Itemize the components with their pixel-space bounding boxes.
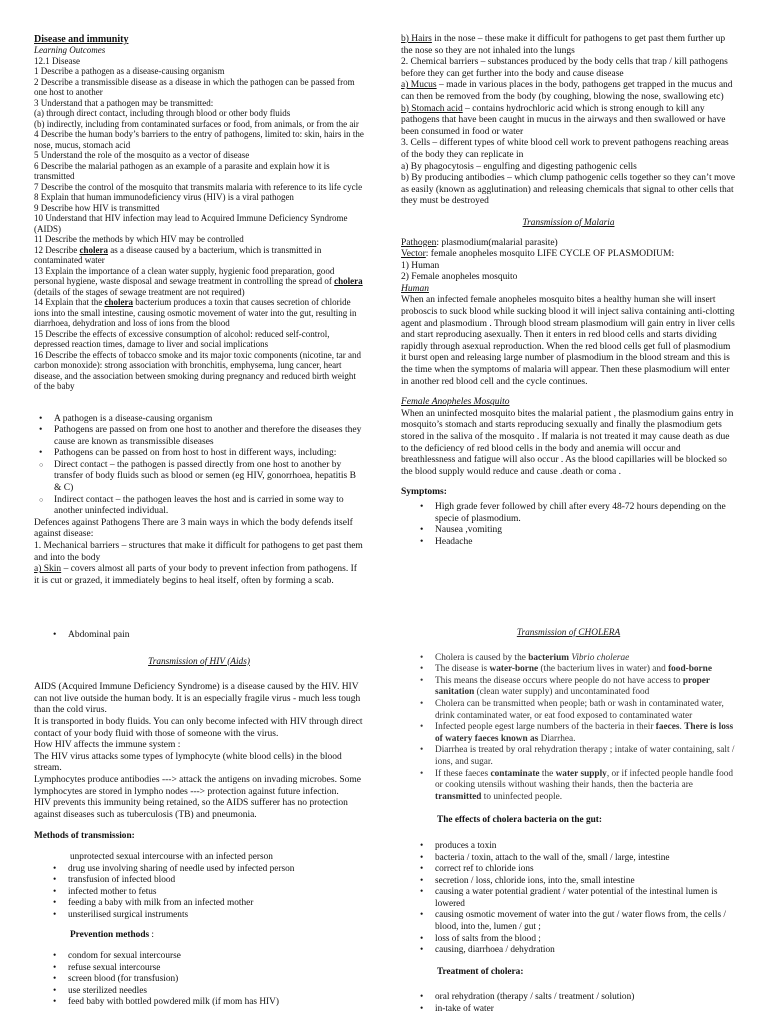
cholera-column [401, 628, 736, 1016]
outcome-16: 16 Describe the effects of tobacco smoke and its major toxic components (nicotine, tar and carbon monoxide): strong association with bronchitis, emphysema, lung cancer, heart disease, and the association between smoking during pregnancy and reduced birth weight of the baby [34, 349, 361, 391]
diarrhea-treatment: • Diarrhea is treated by oral rehydration therapy ; intake of water containing, salt / ions, and sugar. [415, 745, 736, 768]
methods-of-transmission-heading: Methods of transmission: [34, 831, 135, 842]
treatment-item: • oral rehydration (therapy / salts / treatment / solution) [415, 992, 736, 1004]
learning-outcome: 1 Describe a pathogen as a disease-causing organism [34, 66, 225, 76]
proper-sanitation-term: proper sanitation [435, 675, 710, 698]
cholera-effect: • loss of salts from the blood ; [415, 934, 736, 946]
outcomes-list [34, 56, 364, 245]
prevention-method: • condom for sexual intercourse [48, 951, 364, 963]
cholera-term: cholera [79, 244, 108, 255]
phagocytosis-item: a) By phagocytosis – engulfing and digesting pathogenic cells [401, 161, 637, 172]
cholera-term: cholera [334, 276, 363, 286]
host-human: 1) Human [401, 260, 440, 271]
learning-outcomes-column [34, 34, 364, 587]
hiv-transport: It is transported in body fluids. You can only become infected with HIV through direct contact of your body fluid with those of someone with the virus. [34, 716, 363, 739]
mechanical-barriers: 1. Mechanical barriers – structures that make it difficult for pathogens to get past them and into the body [34, 541, 363, 563]
pathogen-label: Pathogen [401, 237, 437, 248]
transmission-method: • infected mother to fetus [48, 887, 364, 899]
cholera-effect: • correct ref to chloride ions [415, 864, 736, 876]
hairs-barrier [401, 34, 736, 57]
treatment-heading [401, 967, 736, 979]
learning-outcome: 3 Understand that a pathogen may be transmitted: [34, 97, 214, 108]
mucus-barrier [401, 80, 736, 103]
hairs-label: b) Hairs [401, 34, 432, 44]
transmission-method: • feeding a baby with milk from an infected mother [48, 898, 364, 910]
skin-text: – covers almost all parts of your body to prevent infection from pathogens. If it is cut or grazed, it immediately begins to heal itself, often by forming a scab. [34, 564, 357, 586]
prevention-heading [34, 930, 364, 942]
learning-outcome: 9 Describe how HIV is transmitted [34, 202, 160, 213]
chemical-barriers: 2. Chemical barriers – substances produced by the body cells that trap / kill pathogens before they can get further into the body and cause disease [401, 57, 728, 79]
text: . [679, 722, 685, 733]
transmission-method: • unsterilised surgical instruments [48, 910, 364, 922]
cholera-sanitation [415, 676, 736, 699]
prevention-method: • use sterilized needles [48, 986, 364, 998]
learning-outcome: 2 Describe a transmissible disease as a disease in which the pathogen can be passed from one host to another [34, 76, 355, 97]
stomach-acid-barrier [401, 104, 736, 139]
prevention-colon: : [149, 930, 155, 941]
symptoms-heading: Symptoms: [401, 487, 447, 498]
text: If these faeces [435, 768, 491, 779]
malaria-pathogen [401, 238, 736, 250]
outcome-12-text: 12 Describe [34, 244, 80, 255]
outcome-15: 15 Describe the effects of excessive consumption of alcohol: reduced self-control, depressed reaction times, damage to liver and social implications [34, 328, 330, 349]
outcome-14-text-end: bacterium produces a toxin that causes secretion of chloride ions into the small intestine, causing osmotic movement of water into the gut, resulting in diarrhoea, dehydration and loss of ions from the blood [34, 297, 357, 328]
bacterium-term: bacterium [528, 652, 569, 663]
stomach-acid-label: b) Stomach acid [401, 103, 463, 114]
learning-outcome: 7 Describe the control of the mosquito that transmits malaria with reference to its life cycle [34, 181, 363, 192]
transmission-method: • drug use involving sharing of needle used by infected person [48, 864, 364, 876]
symptom-item: • Headache [415, 537, 736, 549]
skin-barrier [34, 564, 364, 587]
cholera-contamination [415, 769, 736, 804]
vector-label: Vector [401, 249, 426, 260]
mucus-text: – made in various places in the body, pathogens get trapped in the mucus and can then be removed from the body (by coughing, blowing the nose, swallowing etc) [401, 80, 733, 102]
learning-outcome: 6 Describe the malarial pathogen as an example of a parasite and explain how it is transmitted [34, 160, 330, 181]
mosquito-stage-heading: Female Anopheles Mosquito [401, 397, 510, 408]
outcome-13-text-end: (details of the stages of sewage treatment are not required) [34, 286, 245, 297]
cholera-faeces [415, 722, 736, 745]
text: Cholera is caused by the [435, 652, 529, 663]
cholera-term: cholera [104, 297, 133, 307]
transmissible-disease-bullet: • Pathogens are passed on from one host to another and therefore the diseases they cause are known as transmissible diseases [34, 425, 364, 448]
treatment-label: Treatment of cholera [437, 966, 521, 977]
malaria-vector [401, 249, 736, 261]
learning-outcome: 4 Describe the human body’s barriers to the entry of pathogens, limited to: skin, hairs in the nose, mucus, stomach acid [34, 129, 364, 150]
transmission-method: • transfusion of infected blood [48, 875, 364, 887]
vibrio-cholerae-term: Vibrio cholerae [569, 652, 630, 663]
text: the [539, 768, 556, 779]
cholera-effect: • produces a toxin [415, 841, 736, 853]
symptom-item: • Nausea ,vomiting [415, 525, 736, 537]
effects-list [401, 841, 736, 957]
hiv-immune-heading: How HIV affects the immune system : [34, 740, 181, 751]
direct-contact-bullet: ○ Direct contact – the pathogen is passed directly from one host to another by transfer of body fluids such as blood or semen (eg HIV, gonorrhoea, hepatitis B & C) [34, 460, 364, 495]
host-mosquito: 2) Female anopheles mosquito [401, 272, 518, 283]
learning-outcome: 11 Describe the methods by which HIV may be controlled [34, 234, 244, 244]
effects-heading: The effects of cholera bacteria on the gut: [437, 815, 602, 826]
learning-outcome: (a) through direct contact, including through blood or other body fluids [34, 108, 291, 118]
vector-text: : female anopheles mosquito LIFE CYCLE OF PLASMODIUM: [425, 249, 675, 260]
cholera-effect: • causing, diarrhoea / dehydration [415, 945, 736, 957]
text: , or if infected people handle food or cooking utensils without washing their hands, then the bacteria are [435, 768, 734, 791]
cholera-effect: • bacteria / toxin, attach to the wall of the, small / large, intestine [415, 853, 736, 865]
prevention-label: Prevention methods [70, 930, 150, 941]
water-borne-term: water-borne [489, 664, 539, 675]
outcome-14-text: 14 Explain that the [34, 297, 105, 307]
defences-malaria-column [401, 34, 736, 548]
defences-intro: Defences against Pathogens There are 3 main ways in which the body defends itself against disease: [34, 517, 353, 540]
outcome-12-text-end: as a disease caused by a bacterium, which is transmitted in contaminated water [34, 244, 322, 265]
hiv-section-title: Transmission of HIV (Aids) [148, 656, 250, 667]
learning-outcome: 8 Explain that human immunodeficiency virus (HIV) is a viral pathogen [34, 192, 294, 202]
cholera-transmission: • Cholera can be transmitted when people; bath or wash in contaminated water, drink contaminated water, or eat food exposed to contaminated water [415, 699, 736, 722]
learning-outcome: 5 Understand the role of the mosquito as a vector of disease [34, 150, 250, 160]
method-unprotected-sex: unprotected sexual intercourse with an infected person [70, 851, 273, 862]
prevention-method: • refuse sexual intercourse [48, 963, 364, 975]
cholera-cause [415, 653, 736, 665]
cholera-effect: • secretion / loss, chloride ions, into the, small intestine [415, 876, 736, 888]
pathogen-text: : plasmodium(malarial parasite) [436, 237, 558, 248]
watery-faeces-term: There is loss of watery faeces known as [435, 722, 734, 744]
human-stage-text: When an infected female anopheles mosquito bites a healthy human she will insert proboscis to suck blood while sucking blood it will inject saliva containing anti-clotting agent and plasmodium . Through blood stream plasmodium will gain entry in liver cells and start reproducing asexually. Then it enters in red blood cells and starts dividing rapidly through asexual reproduction. When the red blood cells get full of plasmodium it burst open and releasing large number of plasmodium in the blood stream and this is the time when the symptoms of malaria will appear. Then these plasmodium will enter in another red blood cell and the cycle continues. [401, 295, 735, 387]
mucus-label: a) Mucus [401, 80, 437, 91]
hiv-immunity-text: HIV prevents this immunity being retained, so the AIDS sufferer has no protection against diseases such as tuberculosis (TB) and pneumonia. [34, 798, 348, 820]
contaminate-term: contaminate [490, 768, 540, 779]
cholera-section-title: Transmission of CHOLERA [516, 628, 621, 638]
treatment-colon: : [520, 966, 524, 977]
mosquito-stage-text: When an uninfected mosquito bites the malarial patient , the plasmodium gains entry in mosquito’s stomach and starts reproducing sexually and finally the plasmodium gets stored in the saliva of the mosquito . If malaria is not treated it may cause death as due to the deficiency of red blood cells in the body and anemia will occur and breathlessness and fatigue will also occur . As the blood capillaries will be blocked so the blood supply would reduce and cause .death or coma . [401, 408, 734, 477]
malaria-section-title: Transmission of Malaria [522, 217, 615, 228]
stomach-acid-text: – contains hydrochloric acid which is strong enough to kill any pathogens that have been caught in mucus in the airways and then swallowed or have been consumed in food or water [401, 103, 726, 137]
treatment-item: • in-take of water [415, 1004, 736, 1016]
skin-label: a) Skin [34, 564, 62, 575]
faeces-term: faeces [655, 722, 680, 733]
water-supply-term: water supply [555, 768, 607, 779]
treatment-list [401, 992, 736, 1015]
hiv-intro: AIDS (Acquired Immune Deficiency Syndrome) is a disease caused by the HIV. HIV can not live outside the human body. It is an especially fragile virus - much less tough than the cold virus. [34, 682, 361, 716]
cholera-effect: • causing a water potential gradient / water potential of the intestinal lumen is lowered [415, 887, 736, 910]
symptom-item: • High grade fever followed by chill after every 48-72 hours depending on the specie of plasmodium. [415, 502, 736, 525]
symptoms-list [401, 502, 736, 548]
text: Diarrhea. [538, 733, 576, 744]
pathogen-definition-bullet: • A pathogen is a disease-causing organism [34, 414, 364, 426]
outcome-13 [34, 266, 364, 298]
cells-defence: 3. Cells – different types of white blood cell work to prevent pathogens reaching areas of the body they can replicate in [401, 138, 729, 160]
learning-outcomes-heading: Learning Outcomes [34, 45, 106, 55]
hairs-text: in the nose – these make it difficult for pathogens to get past them further up the nose so they are not inhaled into the lungs [401, 34, 726, 56]
hiv-attacks: The HIV virus attacks some types of lymphocyte (white blood cells) in the blood stream. [34, 751, 342, 774]
food-borne-term: food-borne [668, 664, 712, 675]
human-stage-heading: Human [401, 283, 429, 294]
transmitted-term: transmitted [435, 791, 482, 802]
prevention-list [34, 951, 364, 1009]
prevention-method: • screen blood (for transfusion) [48, 974, 364, 986]
text: (clean water supply) and uncontaminated food [474, 687, 650, 698]
text: to uninfected people. [481, 791, 563, 802]
symptoms-label: Symptoms [401, 487, 444, 498]
text: This means the disease occurs where people do not have access to [435, 675, 683, 686]
methods-list [34, 864, 364, 922]
lymphocytes-text: Lymphocytes produce antibodies ---> attack the antigens on invading microbes. Some lymphocytes are stored in lympho nodes ---> protection against future infection. [34, 774, 361, 797]
document-title: Disease and immunity [34, 34, 129, 45]
text: (the bacterium lives in water) and [538, 664, 669, 675]
outcome-13-text: 13 Explain the importance of a clean water supply, hygienic food preparation, good personal hygiene, waste disposal and sewage treatment in controlling the spread of [34, 265, 335, 286]
outcome-14 [34, 297, 364, 329]
learning-outcome: 12.1 Disease [34, 55, 80, 66]
prevention-method: • feed baby with bottled powdered milk (if mom has HIV) [48, 997, 364, 1009]
text: The disease is [435, 664, 490, 675]
hiv-column [34, 630, 364, 1009]
cholera-effect: • causing osmotic movement of water into the gut / water flows from, the cells / blood, into the, lumen / gut ; [415, 910, 736, 933]
indirect-contact-bullet: ○ Indirect contact – the pathogen leaves the host and is carried in some way to another uninfected individual. [34, 495, 364, 518]
transmission-ways-bullet: • Pathogens can be passed on from host to host in different ways, including: [34, 448, 364, 460]
antibodies-item: b) By producing antibodies – which clump pathogenic cells together so they can’t move as easily (known as agglutination) and releasing chemicals that signal to other cells that they must be destroyed [401, 173, 736, 207]
cholera-waterborne [415, 664, 736, 676]
learning-outcome: 10 Understand that HIV infection may lead to Acquired Immune Deficiency Syndrome (AIDS) [34, 213, 348, 234]
text: Infected people egest large numbers of the bacteria in their [435, 722, 656, 733]
symptom-abdominal-pain: • Abdominal pain [48, 630, 364, 642]
learning-outcome: (b) indirectly, including from contaminated surfaces or food, from animals, or from the air [34, 118, 359, 129]
outcome-12 [34, 245, 364, 266]
